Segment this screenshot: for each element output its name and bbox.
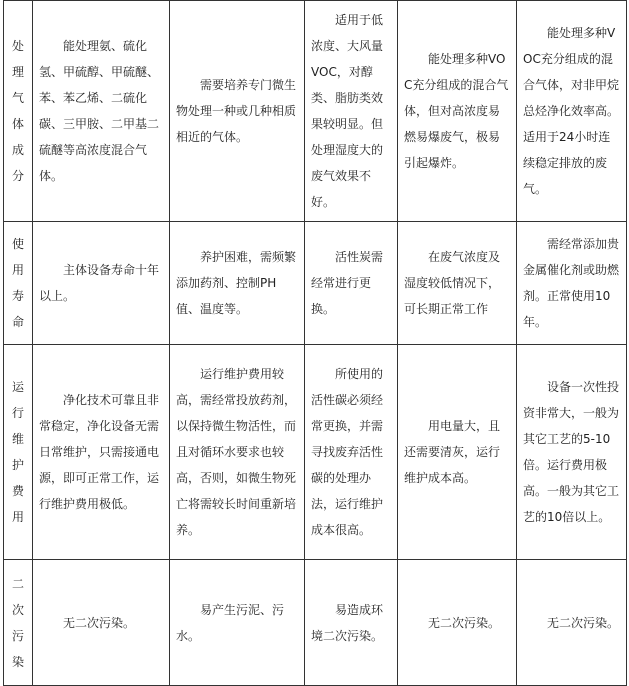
table-cell [170, 222, 305, 345]
cell-text: 无二次污染。 [428, 615, 501, 630]
cell-text: 主体设备寿命十年以上。 [39, 263, 160, 303]
comparison-table [3, 0, 627, 686]
cell-text: 设备一次性投资非常大，一般为其它工艺的5-10倍。运行费用极高。一般为其它工艺的10倍以上。 [523, 380, 620, 524]
table-cell [398, 345, 517, 560]
row-header-gas-components: 处理气体成分 [4, 1, 33, 222]
cell-text: 养护困难，需频繁添加药剂、控制PH值、温度等。 [176, 250, 297, 316]
cell-text: 适用于低浓度、大风量VOC，对醇类、脂肪类效果较明显。但处理湿度大的废气效果不好。 [311, 13, 384, 209]
cell-text: 无二次污染。 [63, 615, 136, 630]
table-cell [398, 1, 517, 222]
table-cell [33, 345, 170, 560]
table-cell [33, 560, 170, 686]
cell-text: 在废气浓度及湿度较低情况下，可长期正常工作 [404, 250, 501, 316]
cell-text: 净化技术可靠且非常稳定，净化设备无需日常维护，只需接通电源，即可正常工作，运行维护费用极低。 [39, 393, 160, 511]
table-cell [170, 345, 305, 560]
table-row-maintenance-cost [4, 345, 627, 560]
row-header-service-life: 使用寿命 [4, 222, 33, 345]
cell-text: 易造成环境二次污染。 [311, 602, 384, 643]
table-cell [517, 345, 627, 560]
table-cell [305, 345, 398, 560]
table-cell [305, 222, 398, 345]
cell-text: 能处理氨、硫化氢、甲硫醇、甲硫醚、苯、苯乙烯、二硫化碳、三甲胺、二甲基二硫醚等高浓度混合气体。 [39, 39, 160, 183]
table-cell [398, 222, 517, 345]
table-cell [398, 560, 517, 686]
cell-text: 所使用的活性碳必须经常更换，并需寻找废弃活性碳的处理办法，运行维护成本很高。 [311, 367, 384, 537]
table-cell [517, 222, 627, 345]
table-cell [305, 1, 398, 222]
cell-text: 用电量大，且还需要清灰，运行维护成本高。 [404, 419, 501, 485]
table-row-secondary-pollution [4, 560, 627, 686]
cell-text: 能处理多种VOC充分组成的混合气体，但对高浓度易燃易爆废气，极易引起爆炸。 [404, 52, 509, 170]
row-header-maintenance-cost: 运行维护费用 [4, 345, 33, 560]
cell-text: 需经常添加贵金属催化剂或助燃剂。正常使用10年。 [523, 237, 620, 329]
row-header-secondary-pollution: 二次污染 [4, 560, 33, 686]
cell-text: 能处理多种VOC充分组成的混合气体，对非甲烷总烃净化效率高。适用于24小时连续稳定排放的废气。 [523, 26, 620, 196]
cell-text: 需要培养专门微生物处理一种或几种相质相近的气体。 [176, 78, 297, 144]
table-cell [517, 560, 627, 686]
cell-text: 活性炭需经常进行更换。 [311, 250, 384, 316]
cell-text: 无二次污染。 [547, 615, 620, 630]
table-cell [33, 1, 170, 222]
table-cell [305, 560, 398, 686]
table-cell [170, 560, 305, 686]
table-row-service-life [4, 222, 627, 345]
table-row-gas-components [4, 1, 627, 222]
cell-text: 易产生污泥、污水。 [176, 602, 285, 643]
table-cell [33, 222, 170, 345]
table-cell [517, 1, 627, 222]
table-cell [170, 1, 305, 222]
cell-text: 运行维护费用较高，需经常投放药剂，以保持微生物活性，而且对循环水要求也较高，否则，如微生物死亡将需较长时间重新培养。 [176, 367, 297, 537]
